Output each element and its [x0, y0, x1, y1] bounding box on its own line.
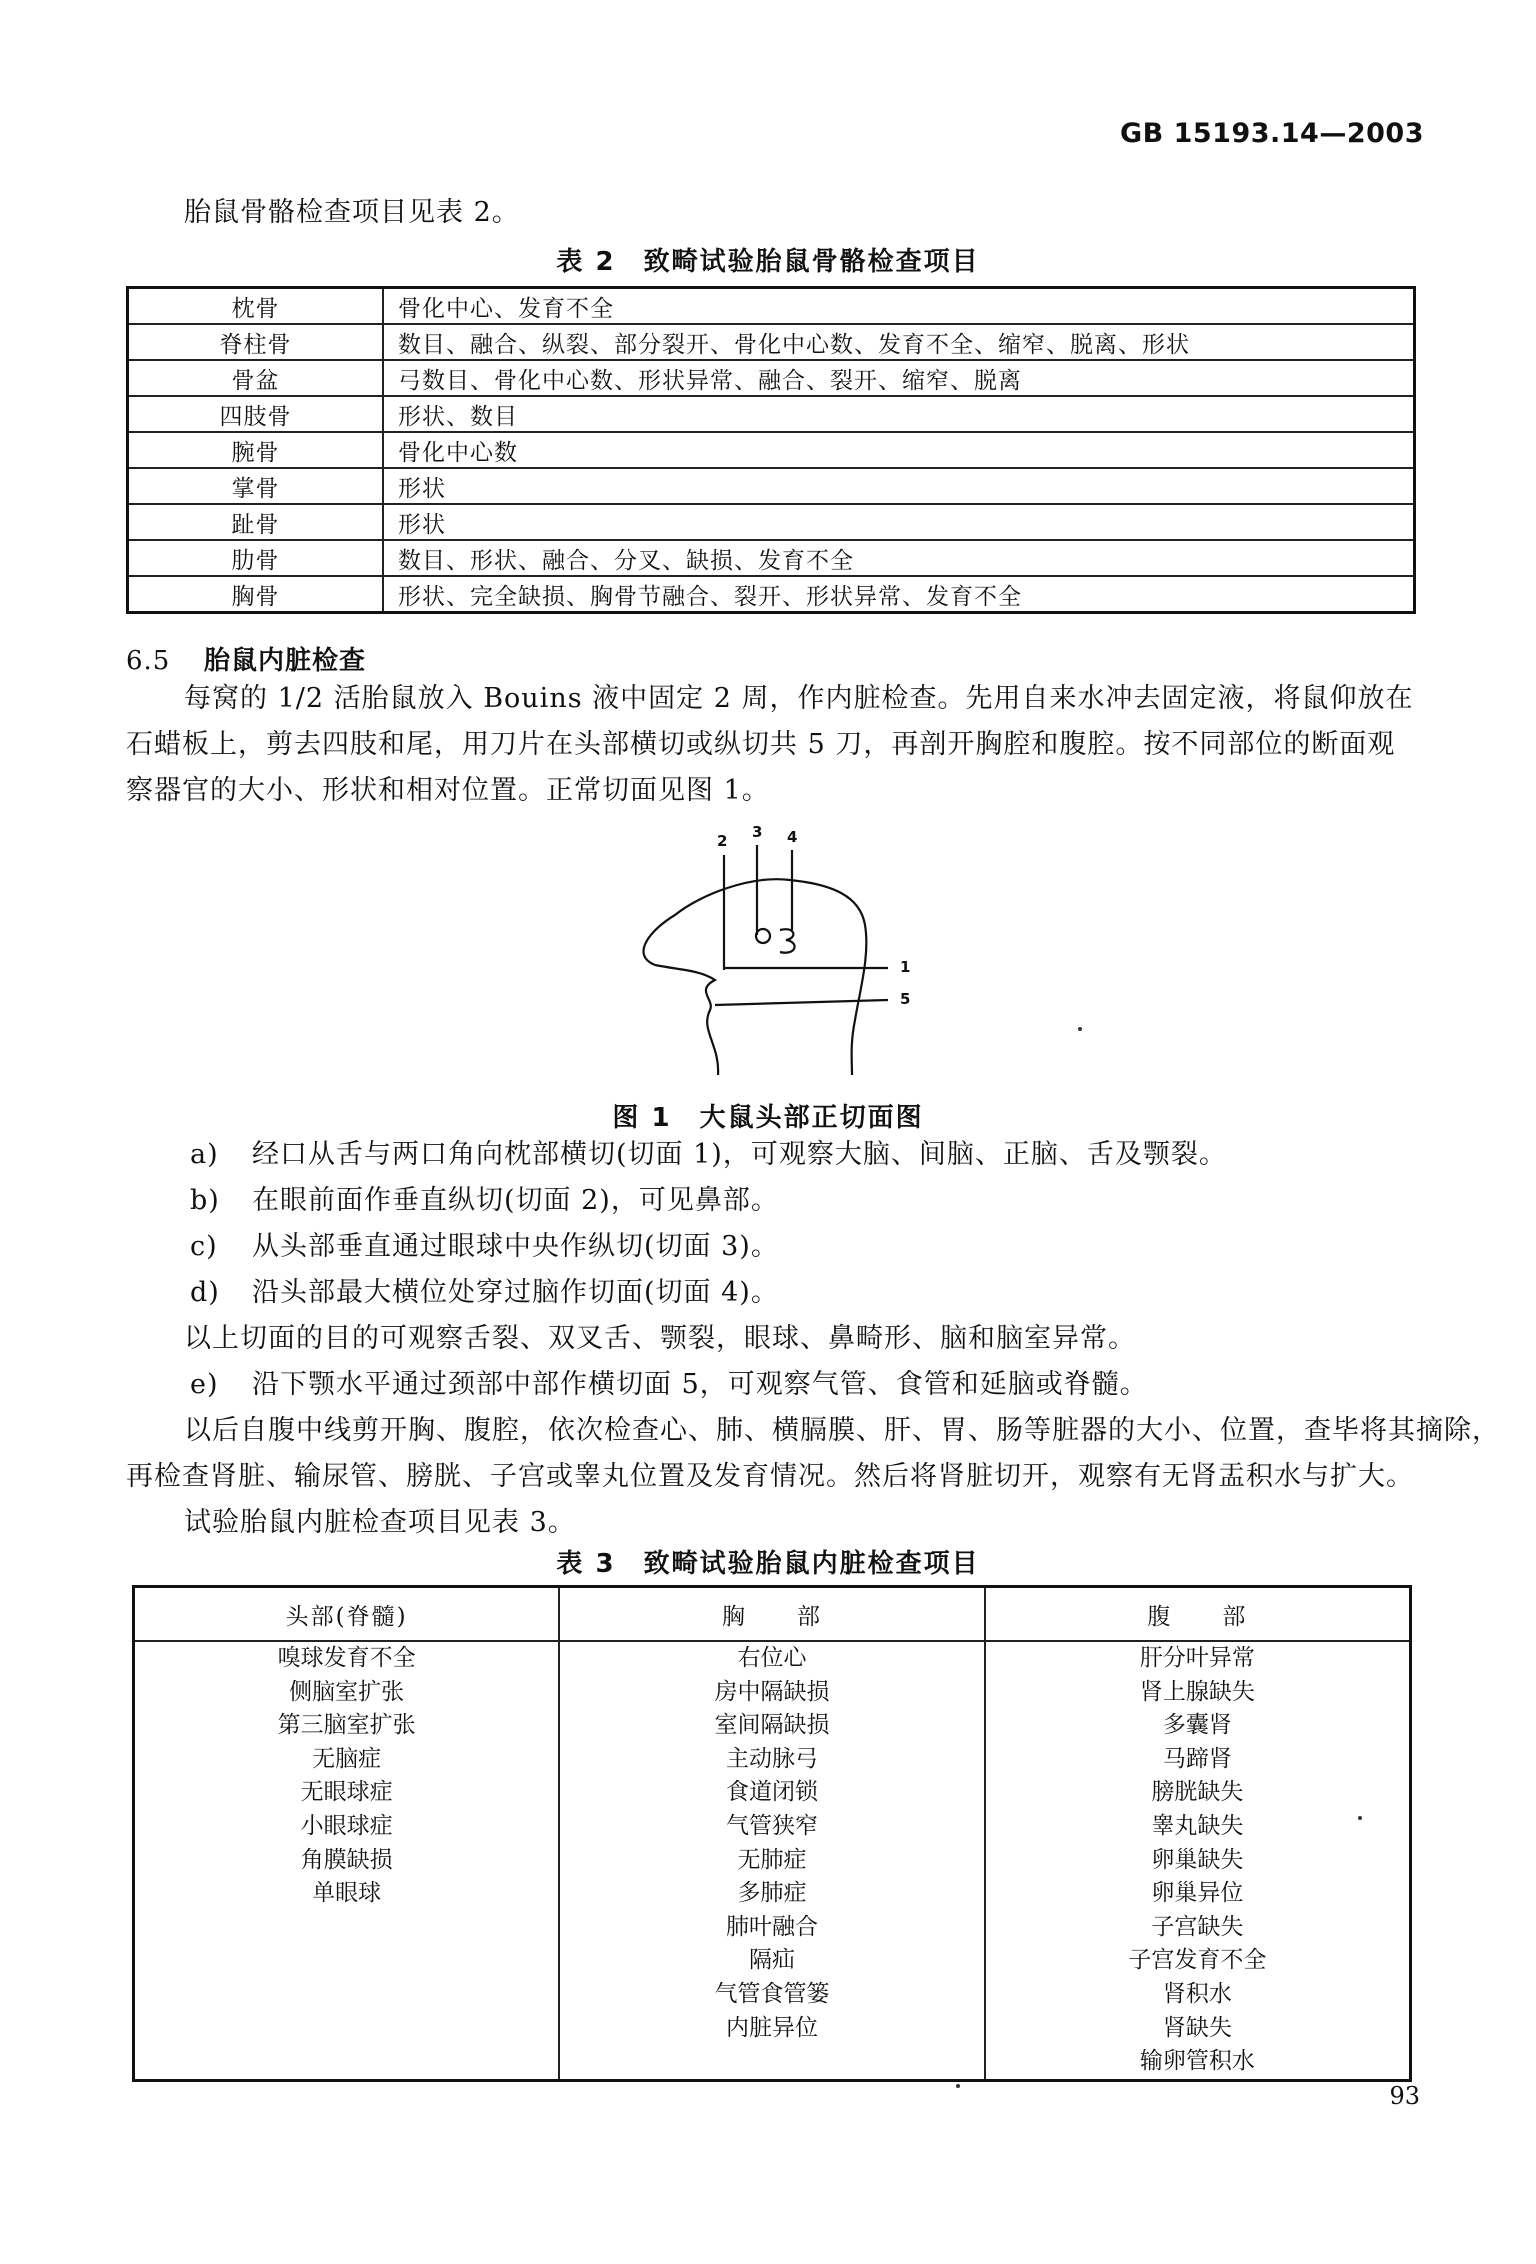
list-marker: a)	[190, 1139, 219, 1170]
section-heading	[126, 640, 366, 677]
ear-mark	[780, 929, 795, 953]
col-header-head: 头部(脊髓)	[134, 1587, 560, 1642]
table-row	[128, 504, 1415, 540]
check-items: 形状、数目	[383, 396, 1415, 432]
table-row	[128, 576, 1415, 613]
defect-item: 无眼球症	[300, 1779, 393, 1806]
table-row	[128, 468, 1415, 504]
list-text: 沿下颚水平通过颈部中部作横切面 5，可观察气管、食管和延脑或脊髓。	[252, 1369, 1148, 1400]
col-header-chest: 胸 部	[559, 1587, 985, 1642]
viscera-table	[132, 1585, 1412, 2082]
eye-mark	[756, 929, 770, 943]
bone-part: 枕骨	[128, 288, 384, 325]
check-items: 骨化中心、发育不全	[383, 288, 1415, 325]
defect-item: 内脏异位	[725, 2014, 818, 2041]
fig-label-2: 2	[717, 832, 728, 850]
defect-item: 卵巢异位	[1151, 1880, 1244, 1907]
section-number: 6.5	[126, 646, 171, 676]
list-marker: c)	[190, 1231, 218, 1262]
bone-part: 肋骨	[128, 540, 384, 576]
fig-label-1: 1	[900, 958, 911, 976]
defect-item: 隔疝	[748, 1947, 795, 1974]
defect-item: 角膜缺损	[300, 1846, 393, 1873]
list-item	[190, 1270, 779, 1316]
defect-item: 子宫发育不全	[1128, 1947, 1267, 1974]
defect-item: 无脑症	[312, 1745, 382, 1772]
figure-caption: 图 1 大鼠头部正切面图	[612, 1103, 924, 1133]
para2-line1: 以后自腹中线剪开胸、腹腔，依次检查心、肺、横膈膜、肝、胃、肠等脏器的大小、位置，查毕将其摘除，	[184, 1415, 1500, 1446]
table-row	[128, 396, 1415, 432]
list-item-e	[190, 1362, 1148, 1408]
speck	[1358, 1816, 1362, 1820]
bone-part: 胸骨	[128, 576, 384, 613]
defect-item: 肝分叶异常	[1139, 1645, 1255, 1671]
cut-line-5	[715, 1000, 888, 1005]
col-abdomen-items	[985, 1641, 1411, 2080]
list-marker: e)	[190, 1369, 219, 1400]
defect-item: 肾积水	[1162, 1980, 1232, 2007]
para2-line2: 再检查肾脏、输尿管、膀胱、子宫或睾丸位置及发育情况。然后将肾脏切开，观察有无肾盂积水与扩大。	[126, 1461, 1414, 1492]
table-row	[128, 432, 1415, 468]
defect-item: 肾上腺缺失	[1139, 1678, 1255, 1705]
defect-item: 膀胱缺失	[1151, 1779, 1244, 1806]
table-row	[128, 540, 1415, 576]
section-title: 胎鼠内脏检查	[204, 646, 367, 676]
table-row	[128, 324, 1415, 360]
defect-item: 气管食管篓	[714, 1980, 830, 2007]
table-row	[128, 360, 1415, 396]
page-number: 93	[1389, 2082, 1420, 2110]
list-text: 在眼前面作垂直纵切(切面 2)，可见鼻部。	[252, 1185, 779, 1216]
list-text: 沿头部最大横位处穿过脑作切面(切面 4)。	[252, 1277, 779, 1308]
jaw-outline	[655, 965, 718, 1075]
table-row	[128, 288, 1415, 325]
defect-item: 食道闭锁	[725, 1779, 818, 1806]
table2-caption: 表 2 致畸试验胎鼠骨骼检查项目	[556, 247, 980, 277]
defect-item: 卵巢缺失	[1151, 1846, 1244, 1873]
list-item	[190, 1224, 779, 1270]
list-marker: d)	[190, 1277, 220, 1308]
standard-number: GB 15193.14—2003	[1119, 118, 1424, 149]
fig-label-3: 3	[752, 823, 763, 841]
bone-part: 骨盆	[128, 360, 384, 396]
defect-item: 室间隔缺损	[714, 1712, 830, 1739]
list-item	[190, 1132, 1227, 1178]
defect-item: 房中隔缺损	[714, 1678, 830, 1705]
table3-caption: 表 3 致畸试验胎鼠内脏检查项目	[556, 1549, 980, 1579]
defect-item: 输卵管积水	[1139, 2048, 1255, 2075]
defect-item: 无肺症	[737, 1846, 807, 1873]
defect-item: 气管狭窄	[725, 1812, 818, 1839]
check-items: 数目、融合、纵裂、部分裂开、骨化中心数、发育不全、缩窄、脱离、形状	[383, 324, 1415, 360]
rat-head-section-figure	[620, 820, 940, 1080]
check-items: 形状	[383, 504, 1415, 540]
list-text: 从头部垂直通过眼球中央作纵切(切面 3)。	[252, 1231, 779, 1262]
defect-item: 马蹄肾	[1162, 1745, 1232, 1772]
defect-item: 多囊肾	[1162, 1712, 1232, 1739]
head-outline	[644, 879, 867, 1075]
defect-item: 多肺症	[737, 1880, 807, 1907]
list-item	[190, 1178, 779, 1224]
col-head-items	[134, 1641, 560, 2080]
bone-part: 趾骨	[128, 504, 384, 540]
viscera-intro: 试验胎鼠内脏检查项目见表 3。	[184, 1507, 576, 1538]
bone-part: 脊柱骨	[128, 324, 384, 360]
check-items: 形状、完全缺损、胸骨节融合、裂开、形状异常、发育不全	[383, 576, 1415, 613]
col-chest-items	[559, 1641, 985, 2080]
defect-item: 肾缺失	[1162, 2014, 1232, 2041]
para1-line3: 察器官的大小、形状和相对位置。正常切面见图 1。	[126, 775, 770, 806]
defect-item: 嗅球发育不全	[277, 1645, 416, 1671]
list-marker: b)	[190, 1185, 220, 1216]
speck	[1078, 1027, 1082, 1031]
bone-part: 掌骨	[128, 468, 384, 504]
check-items: 骨化中心数	[383, 432, 1415, 468]
defect-item: 小眼球症	[300, 1812, 393, 1839]
defect-item: 第三脑室扩张	[277, 1712, 416, 1739]
purpose-text: 以上切面的目的可观察舌裂、双叉舌、颚裂，眼球、鼻畸形、脑和脑室异常。	[184, 1323, 1136, 1354]
check-items: 数目、形状、融合、分叉、缺损、发育不全	[383, 540, 1415, 576]
fig-label-4: 4	[787, 828, 798, 846]
skeleton-intro: 胎鼠骨骼检查项目见表 2。	[184, 197, 520, 228]
col-header-abdomen: 腹 部	[985, 1587, 1411, 1642]
defect-item: 肺叶融合	[725, 1913, 818, 1940]
bone-part: 四肢骨	[128, 396, 384, 432]
defect-item: 单眼球	[312, 1880, 382, 1907]
fig-label-5: 5	[900, 990, 911, 1008]
para1-line1: 每窝的 1/2 活胎鼠放入 Bouins 液中固定 2 周，作内脏检查。先用自来水冲去固定液，将鼠仰放在	[184, 683, 1414, 714]
list-text: 经口从舌与两口角向枕部横切(切面 1)，可观察大脑、间脑、正脑、舌及颚裂。	[252, 1139, 1227, 1170]
para1-line2: 石蜡板上，剪去四肢和尾，用刀片在头部横切或纵切共 5 刀，再剖开胸腔和腹腔。按不同部位的断面观	[126, 729, 1396, 760]
speck	[956, 2084, 960, 2088]
bone-part: 腕骨	[128, 432, 384, 468]
check-items: 形状	[383, 468, 1415, 504]
defect-item: 右位心	[737, 1645, 807, 1671]
defect-item: 主动脉弓	[725, 1745, 818, 1772]
defect-item: 侧脑室扩张	[289, 1678, 405, 1705]
skeleton-table	[126, 286, 1416, 614]
defect-item: 子宫缺失	[1151, 1913, 1244, 1940]
check-items: 弓数目、骨化中心数、形状异常、融合、裂开、缩窄、脱离	[383, 360, 1415, 396]
defect-item: 睾丸缺失	[1151, 1812, 1244, 1839]
